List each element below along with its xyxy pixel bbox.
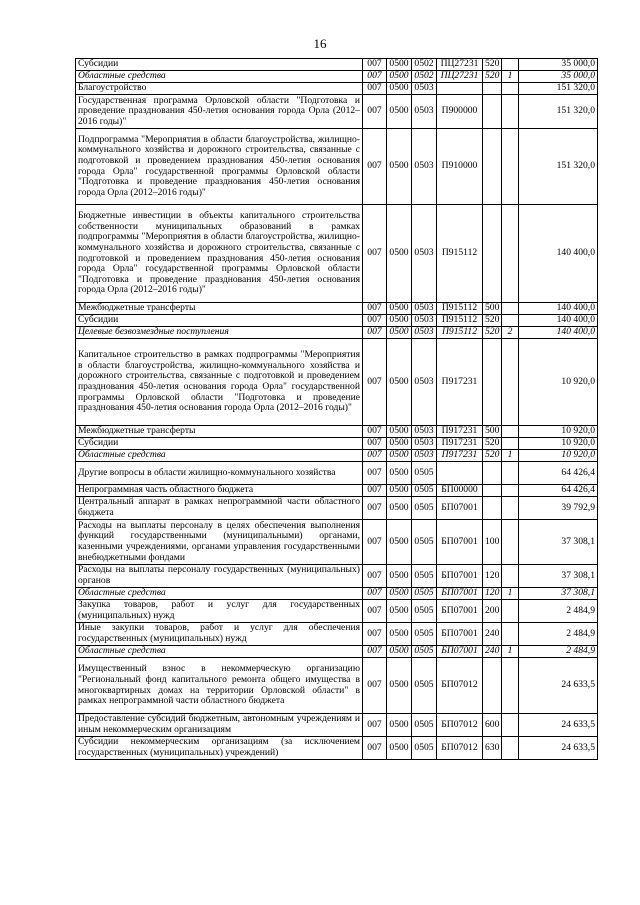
row-expense-type: 600 — [483, 714, 502, 737]
table-row — [76, 462, 598, 485]
row-funding-code: 1 — [502, 588, 519, 600]
row-section-code: 0500 — [387, 339, 412, 426]
row-subsection-code: 0503 — [412, 327, 437, 339]
budget-table-body — [76, 59, 598, 760]
row-target-article: ПЦ27231 — [437, 71, 483, 83]
row-name: Предоставление субсидий бюджетным, автономным учреждениям и иным некоммерческим организациям — [76, 714, 363, 737]
row-target-article: П917231 — [437, 426, 483, 438]
row-funding-code — [502, 315, 519, 327]
row-target-article: П915112 — [437, 205, 483, 303]
row-expense-type: 520 — [483, 315, 502, 327]
row-section-code: 0500 — [387, 438, 412, 450]
table-row — [76, 129, 598, 205]
row-amount: 10 920,0 — [519, 450, 598, 462]
row-section-code: 0500 — [387, 565, 412, 588]
row-name: Непрограммная часть областного бюджета — [76, 485, 363, 497]
row-ved-code: 007 — [363, 71, 387, 83]
row-name: Целевые безвозмездные поступления — [76, 327, 363, 339]
table-row — [76, 485, 598, 497]
row-subsection-code: 0503 — [412, 339, 437, 426]
table-row — [76, 714, 598, 737]
row-amount: 140 400,0 — [519, 315, 598, 327]
row-section-code: 0500 — [387, 497, 412, 520]
row-amount: 10 920,0 — [519, 438, 598, 450]
row-funding-code: 1 — [502, 71, 519, 83]
row-section-code: 0500 — [387, 327, 412, 339]
row-funding-code — [502, 737, 519, 760]
row-target-article: П910000 — [437, 129, 483, 205]
row-expense-type: 240 — [483, 623, 502, 646]
row-name: Подпрограмма "Мероприятия в области благоустройства, жилищно-коммунального хозяйства и дорожного строительства, связанные с подготовкой и проведением празднования 450-летия основания города Орла" государственной программы Орловской области "Подготовка и проведение празднования 450-летия основания города Орла (2012–2016 годы)" — [76, 129, 363, 205]
row-subsection-code: 0503 — [412, 129, 437, 205]
row-ved-code: 007 — [363, 737, 387, 760]
row-section-code: 0500 — [387, 303, 412, 315]
row-section-code: 0500 — [387, 59, 412, 71]
row-expense-type: 520 — [483, 450, 502, 462]
row-section-code: 0500 — [387, 426, 412, 438]
row-target-article: БП07001 — [437, 497, 483, 520]
row-amount: 24 633,5 — [519, 737, 598, 760]
row-funding-code — [502, 658, 519, 714]
row-amount: 140 400,0 — [519, 327, 598, 339]
row-target-article: П917231 — [437, 438, 483, 450]
row-funding-code — [502, 95, 519, 129]
row-expense-type — [483, 658, 502, 714]
table-row — [76, 438, 598, 450]
row-funding-code — [502, 600, 519, 623]
row-funding-code — [502, 59, 519, 71]
row-funding-code — [502, 565, 519, 588]
table-row — [76, 303, 598, 315]
row-funding-code: 1 — [502, 450, 519, 462]
row-ved-code: 007 — [363, 426, 387, 438]
row-target-article: БП07001 — [437, 520, 483, 565]
row-funding-code — [502, 520, 519, 565]
table-row — [76, 646, 598, 658]
table-row — [76, 737, 598, 760]
row-expense-type: 520 — [483, 327, 502, 339]
row-target-article: П917231 — [437, 339, 483, 426]
row-name: Расходы на выплаты персоналу в целях обеспечения выполнения функций государственными (муниципальными) органами, казенными учреждениями, органами управления государственными внебюджетными фондами — [76, 520, 363, 565]
row-amount: 10 920,0 — [519, 426, 598, 438]
row-funding-code — [502, 497, 519, 520]
row-section-code: 0500 — [387, 462, 412, 485]
row-ved-code: 007 — [363, 520, 387, 565]
row-target-article: БП00000 — [437, 485, 483, 497]
row-ved-code: 007 — [363, 714, 387, 737]
row-name: Областные средства — [76, 71, 363, 83]
row-funding-code — [502, 83, 519, 95]
table-row — [76, 327, 598, 339]
table-row — [76, 83, 598, 95]
table-row — [76, 520, 598, 565]
table-row — [76, 95, 598, 129]
row-name: Областные средства — [76, 450, 363, 462]
row-ved-code: 007 — [363, 450, 387, 462]
row-expense-type: 120 — [483, 565, 502, 588]
row-subsection-code: 0505 — [412, 565, 437, 588]
row-expense-type: 100 — [483, 520, 502, 565]
table-row — [76, 205, 598, 303]
row-amount: 2 484,9 — [519, 600, 598, 623]
table-row — [76, 71, 598, 83]
row-name: Бюджетные инвестиции в объекты капитального строительства собственности муниципальных образований в рамках подпрограммы "Мероприятия в области благоустройства, жилищно-коммунального хозяйства и дорожного строительства, связанные с подготовкой и проведением празднования 450-летия основания города Орла" государственной программы Орловской области "Подготовка и проведение празднования 450-летия основания города Орла (2012–2016 годы)" — [76, 205, 363, 303]
table-row — [76, 565, 598, 588]
row-section-code: 0500 — [387, 485, 412, 497]
row-amount: 64 426,4 — [519, 462, 598, 485]
row-target-article: БП07012 — [437, 714, 483, 737]
row-ved-code: 007 — [363, 205, 387, 303]
row-ved-code: 007 — [363, 462, 387, 485]
row-subsection-code: 0505 — [412, 623, 437, 646]
row-funding-code: 1 — [502, 646, 519, 658]
row-subsection-code: 0505 — [412, 588, 437, 600]
row-target-article: БП07001 — [437, 588, 483, 600]
row-name: Государственная программа Орловской области "Подготовка и проведение празднования 450-летия основания города Орла (2012–2016 годы)" — [76, 95, 363, 129]
row-expense-type: 500 — [483, 426, 502, 438]
row-expense-type — [483, 129, 502, 205]
row-ved-code: 007 — [363, 565, 387, 588]
row-expense-type: 520 — [483, 71, 502, 83]
row-expense-type: 520 — [483, 438, 502, 450]
row-ved-code: 007 — [363, 658, 387, 714]
row-amount: 140 400,0 — [519, 205, 598, 303]
table-row — [76, 450, 598, 462]
row-funding-code — [502, 714, 519, 737]
row-amount: 2 484,9 — [519, 646, 598, 658]
row-target-article: БП07001 — [437, 600, 483, 623]
row-ved-code: 007 — [363, 623, 387, 646]
row-ved-code: 007 — [363, 485, 387, 497]
row-funding-code — [502, 303, 519, 315]
row-amount: 64 426,4 — [519, 485, 598, 497]
row-target-article — [437, 83, 483, 95]
row-funding-code — [502, 339, 519, 426]
row-subsection-code: 0505 — [412, 600, 437, 623]
row-subsection-code: 0505 — [412, 658, 437, 714]
row-ved-code: 007 — [363, 129, 387, 205]
row-ved-code: 007 — [363, 315, 387, 327]
row-ved-code: 007 — [363, 83, 387, 95]
row-name: Межбюджетные трансферты — [76, 303, 363, 315]
row-section-code: 0500 — [387, 714, 412, 737]
row-section-code: 0500 — [387, 520, 412, 565]
row-target-article: БП07012 — [437, 737, 483, 760]
row-amount: 37 308,1 — [519, 520, 598, 565]
row-section-code: 0500 — [387, 205, 412, 303]
row-section-code: 0500 — [387, 315, 412, 327]
row-name: Другие вопросы в области жилищно-коммунального хозяйства — [76, 462, 363, 485]
row-funding-code — [502, 205, 519, 303]
row-name: Капитальное строительство в рамках подпрограммы "Мероприятия в области благоустройства, жилищно-коммунального хозяйства и дорожного строительства, связанные с подготовкой и проведением празднования 450-летия основания города Орла" государственной программы Орловской области "Подготовка и проведение празднования 450-летия основания города Орла (2012–2016 годы)" — [76, 339, 363, 426]
row-expense-type: 120 — [483, 588, 502, 600]
row-amount: 151 320,0 — [519, 95, 598, 129]
row-subsection-code: 0503 — [412, 315, 437, 327]
table-row — [76, 658, 598, 714]
row-amount: 151 320,0 — [519, 83, 598, 95]
row-target-article: П917231 — [437, 450, 483, 462]
row-ved-code: 007 — [363, 497, 387, 520]
table-row — [76, 600, 598, 623]
row-ved-code: 007 — [363, 95, 387, 129]
row-amount: 151 320,0 — [519, 129, 598, 205]
table-row — [76, 59, 598, 71]
row-expense-type: 500 — [483, 303, 502, 315]
row-section-code: 0500 — [387, 658, 412, 714]
row-subsection-code: 0505 — [412, 520, 437, 565]
table-row — [76, 315, 598, 327]
row-subsection-code: 0503 — [412, 205, 437, 303]
row-subsection-code: 0505 — [412, 646, 437, 658]
row-expense-type: 630 — [483, 737, 502, 760]
row-subsection-code: 0503 — [412, 83, 437, 95]
row-subsection-code: 0503 — [412, 450, 437, 462]
row-target-article: П915112 — [437, 327, 483, 339]
row-section-code: 0500 — [387, 95, 412, 129]
row-amount: 37 308,1 — [519, 588, 598, 600]
row-amount: 39 792,9 — [519, 497, 598, 520]
row-amount: 35 000,0 — [519, 59, 598, 71]
row-subsection-code: 0505 — [412, 462, 437, 485]
row-subsection-code: 0505 — [412, 497, 437, 520]
row-section-code: 0500 — [387, 129, 412, 205]
row-target-article: ПЦ27231 — [437, 59, 483, 71]
row-amount: 2 484,9 — [519, 623, 598, 646]
row-target-article: БП07001 — [437, 646, 483, 658]
row-name: Субсидии — [76, 315, 363, 327]
row-subsection-code: 0503 — [412, 438, 437, 450]
table-row — [76, 339, 598, 426]
row-expense-type — [483, 485, 502, 497]
row-funding-code — [502, 129, 519, 205]
row-expense-type — [483, 205, 502, 303]
row-name: Областные средства — [76, 646, 363, 658]
row-target-article: П900000 — [437, 95, 483, 129]
row-target-article: П915112 — [437, 303, 483, 315]
row-name: Межбюджетные трансферты — [76, 426, 363, 438]
row-funding-code — [502, 438, 519, 450]
row-funding-code — [502, 623, 519, 646]
budget-table — [75, 58, 598, 760]
row-name: Субсидии некоммерческим организациям (за исключением государственных (муниципальных) учреждений) — [76, 737, 363, 760]
row-expense-type — [483, 83, 502, 95]
row-section-code: 0500 — [387, 600, 412, 623]
row-expense-type: 200 — [483, 600, 502, 623]
row-amount: 10 920,0 — [519, 339, 598, 426]
row-subsection-code: 0505 — [412, 714, 437, 737]
row-ved-code: 007 — [363, 339, 387, 426]
row-name: Иные закупки товаров, работ и услуг для обеспечения государственных (муниципальных) нужд — [76, 623, 363, 646]
row-funding-code: 2 — [502, 327, 519, 339]
row-ved-code: 007 — [363, 600, 387, 623]
row-expense-type — [483, 497, 502, 520]
row-amount: 140 400,0 — [519, 303, 598, 315]
table-row — [76, 497, 598, 520]
row-name: Расходы на выплаты персоналу государственных (муниципальных) органов — [76, 565, 363, 588]
row-funding-code — [502, 462, 519, 485]
row-ved-code: 007 — [363, 303, 387, 315]
row-name: Закупка товаров, работ и услуг для государственных (муниципальных) нужд — [76, 600, 363, 623]
row-target-article: П915112 — [437, 315, 483, 327]
row-ved-code: 007 — [363, 327, 387, 339]
row-expense-type — [483, 95, 502, 129]
row-section-code: 0500 — [387, 450, 412, 462]
row-section-code: 0500 — [387, 623, 412, 646]
row-name: Субсидии — [76, 59, 363, 71]
page-number: 16 — [313, 36, 327, 51]
row-ved-code: 007 — [363, 646, 387, 658]
row-expense-type — [483, 339, 502, 426]
row-name: Центральный аппарат в рамках непрограммной части областного бюджета — [76, 497, 363, 520]
row-name: Областные средства — [76, 588, 363, 600]
row-ved-code: 007 — [363, 438, 387, 450]
row-target-article — [437, 462, 483, 485]
row-section-code: 0500 — [387, 83, 412, 95]
row-amount: 24 633,5 — [519, 714, 598, 737]
row-section-code: 0500 — [387, 737, 412, 760]
table-row — [76, 588, 598, 600]
row-section-code: 0500 — [387, 646, 412, 658]
row-amount: 37 308,1 — [519, 565, 598, 588]
row-subsection-code: 0503 — [412, 303, 437, 315]
row-subsection-code: 0503 — [412, 426, 437, 438]
row-subsection-code: 0502 — [412, 59, 437, 71]
row-subsection-code: 0502 — [412, 71, 437, 83]
row-subsection-code: 0503 — [412, 95, 437, 129]
row-subsection-code: 0505 — [412, 737, 437, 760]
row-target-article: БП07001 — [437, 565, 483, 588]
row-expense-type: 240 — [483, 646, 502, 658]
row-funding-code — [502, 426, 519, 438]
row-section-code: 0500 — [387, 588, 412, 600]
row-name: Благоустройство — [76, 83, 363, 95]
row-funding-code — [502, 485, 519, 497]
row-amount: 24 633,5 — [519, 658, 598, 714]
row-ved-code: 007 — [363, 59, 387, 71]
row-expense-type: 520 — [483, 59, 502, 71]
row-target-article: БП07001 — [437, 623, 483, 646]
table-row — [76, 426, 598, 438]
row-ved-code: 007 — [363, 588, 387, 600]
row-expense-type — [483, 462, 502, 485]
row-target-article: БП07012 — [437, 658, 483, 714]
row-section-code: 0500 — [387, 71, 412, 83]
table-row — [76, 623, 598, 646]
row-subsection-code: 0505 — [412, 485, 437, 497]
row-name: Субсидии — [76, 438, 363, 450]
row-amount: 35 000,0 — [519, 71, 598, 83]
row-name: Имущественный взнос в некоммерческую организацию "Региональный фонд капитального ремонта общего имущества в многоквартирных домах на территории Орловской области" в рамках непрограммной части областного бюджета — [76, 658, 363, 714]
